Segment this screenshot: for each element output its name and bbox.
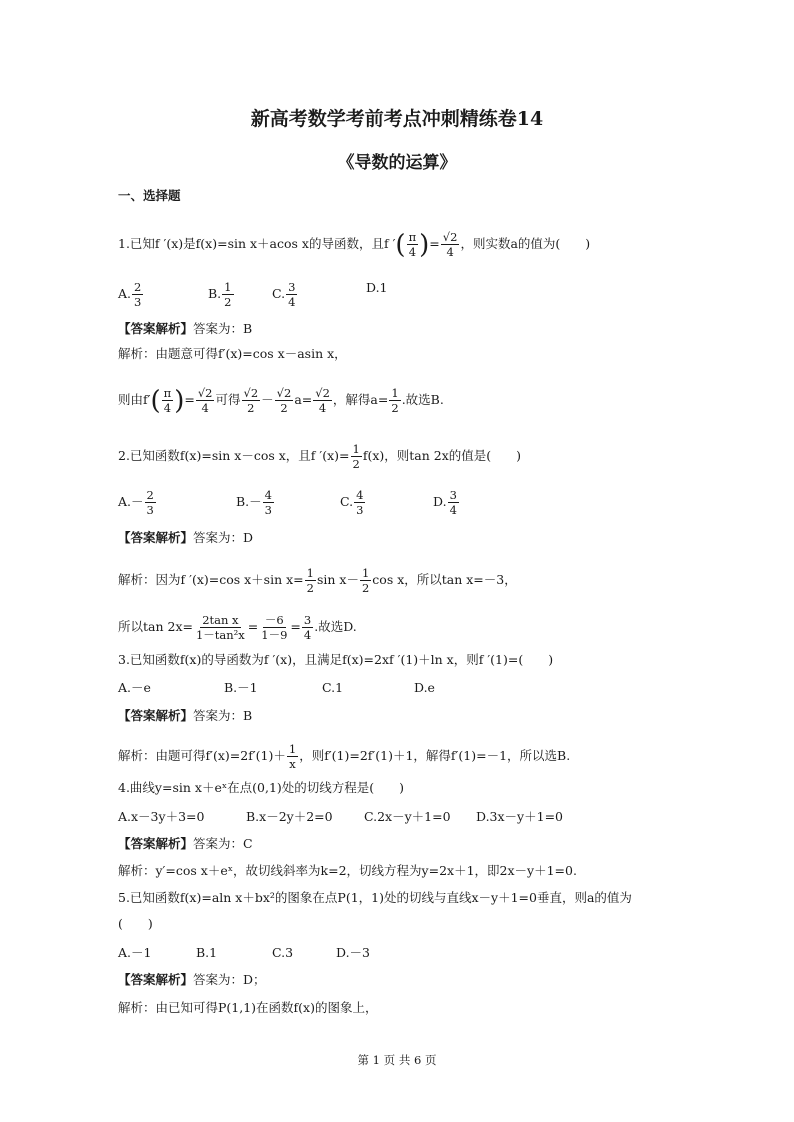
q5-solution: 解析：由已知可得P(1,1)在函数f(x)的图象上， bbox=[118, 1000, 378, 1015]
q5-option-a: A.－1 bbox=[118, 945, 152, 960]
q1-solution-line1: 解析：由题意可得f′(x)=cos x－asin x， bbox=[118, 346, 347, 361]
q2-answer: 【答案解析】答案为：D bbox=[118, 530, 254, 545]
q2-solution-line2: 所以tan 2x= $\frac{\text{2tan x}}{\text{1－tan²x}}$ = $\frac{-6}{1-9}$ = $\frac{3}{4}$ .故选D. bbox=[118, 613, 357, 642]
q3-stem: 3.已知函数f(x)的导函数为f ′(x)，且满足f(x)=2xf ′(1)＋ln x，则f ′(1)=( ) bbox=[118, 652, 554, 667]
q5-option-d: D.－3 bbox=[336, 945, 371, 960]
q1-stem: 1.已知f ′(x)是f(x)=sin x＋acos x的导函数，且f ′( $\frac{\pi}{4}$ )= $\frac{√2}{4}$ ，则实数a的值为( ) bbox=[118, 229, 591, 260]
q3-option-c: C.1 bbox=[322, 680, 344, 695]
q2-option-a: A.－ $\frac{2}{3}$ bbox=[118, 488, 154, 517]
q2-option-b: B.－ $\frac{4}{3}$ bbox=[236, 488, 272, 517]
q4-option-d: D.3x－y＋1=0 bbox=[476, 809, 563, 824]
q3-answer: 【答案解析】答案为：B bbox=[118, 708, 253, 723]
q3-option-d: D.e bbox=[414, 680, 435, 695]
q3-option-a: A.－e bbox=[118, 680, 151, 695]
q2-option-d: D. $\frac{3}{4}$ bbox=[433, 488, 457, 517]
q5-stem-line2: ( ) bbox=[118, 916, 153, 931]
q3-option-b: B.－1 bbox=[224, 680, 258, 695]
q2-solution-line1: 解析：因为f ′(x)=cos x＋sin x= $\frac{1}{2}$ sin x－ $\frac{1}{2}$ cos x，所以tan x=－3， bbox=[118, 566, 517, 595]
page-footer: 第 1 页 共 6 页 bbox=[357, 1053, 437, 1067]
q1-option-a: A. $\frac{2}{3}$ bbox=[118, 280, 142, 309]
q4-answer: 【答案解析】答案为：C bbox=[118, 836, 253, 851]
q5-option-c: C.3 bbox=[272, 945, 294, 960]
q4-option-a: A.x－3y＋3=0 bbox=[118, 809, 205, 824]
q2-option-c: C. $\frac{4}{3}$ bbox=[340, 488, 364, 517]
q1-solution-line2: 则由f′( $\frac{\pi}{4}$ )= $\frac{√2}{4}$ 可得 $\frac{√2}{2}$ － $\frac{√2}{2}$ a= $\frac{√2}{4}$ ，解得a= $\frac{1}{2}$ .故选B. bbox=[118, 385, 444, 416]
q1-answer: 【答案解析】答案为：B bbox=[118, 321, 253, 336]
q4-option-b: B.x－2y＋2=0 bbox=[246, 809, 333, 824]
q1-option-d: D.1 bbox=[366, 280, 388, 295]
q5-answer: 【答案解析】答案为：D； bbox=[118, 972, 266, 987]
q4-solution: 解析：y′=cos x＋eˣ，故切线斜率为k=2，切线方程为y=2x＋1，即2x－y＋1=0. bbox=[118, 863, 577, 878]
q5-option-b: B.1 bbox=[196, 945, 218, 960]
q4-stem: 4.曲线y=sin x＋eˣ在点(0,1)处的切线方程是( ) bbox=[118, 780, 405, 795]
q4-option-c: C.2x－y＋1=0 bbox=[364, 809, 451, 824]
q1-option-b: B. $\frac{1}{2}$ bbox=[208, 280, 232, 309]
q3-solution: 解析：由题可得f′(x)=2f′(1)＋ $\frac{1}{x}$ ，则f′(1)=2f′(1)＋1，解得f′(1)=－1，所以选B. bbox=[118, 742, 571, 771]
q2-stem: 2.已知函数f(x)=sin x－cos x，且f ′(x)= $\frac{1}{2}$ f(x)，则tan 2x的值是( ) bbox=[118, 442, 522, 471]
document-subtitle: 《导数的运算》 bbox=[337, 153, 457, 173]
document-title: 新高考数学考前考点冲刺精练卷14 bbox=[250, 108, 544, 130]
section-heading: 一、选择题 bbox=[118, 188, 181, 203]
q5-stem-line1: 5.已知函数f(x)=aln x＋bx²的图象在点P(1，1)处的切线与直线x－y＋1=0垂直，则a的值为 bbox=[118, 890, 632, 905]
q1-option-c: C. $\frac{3}{4}$ bbox=[272, 280, 296, 309]
